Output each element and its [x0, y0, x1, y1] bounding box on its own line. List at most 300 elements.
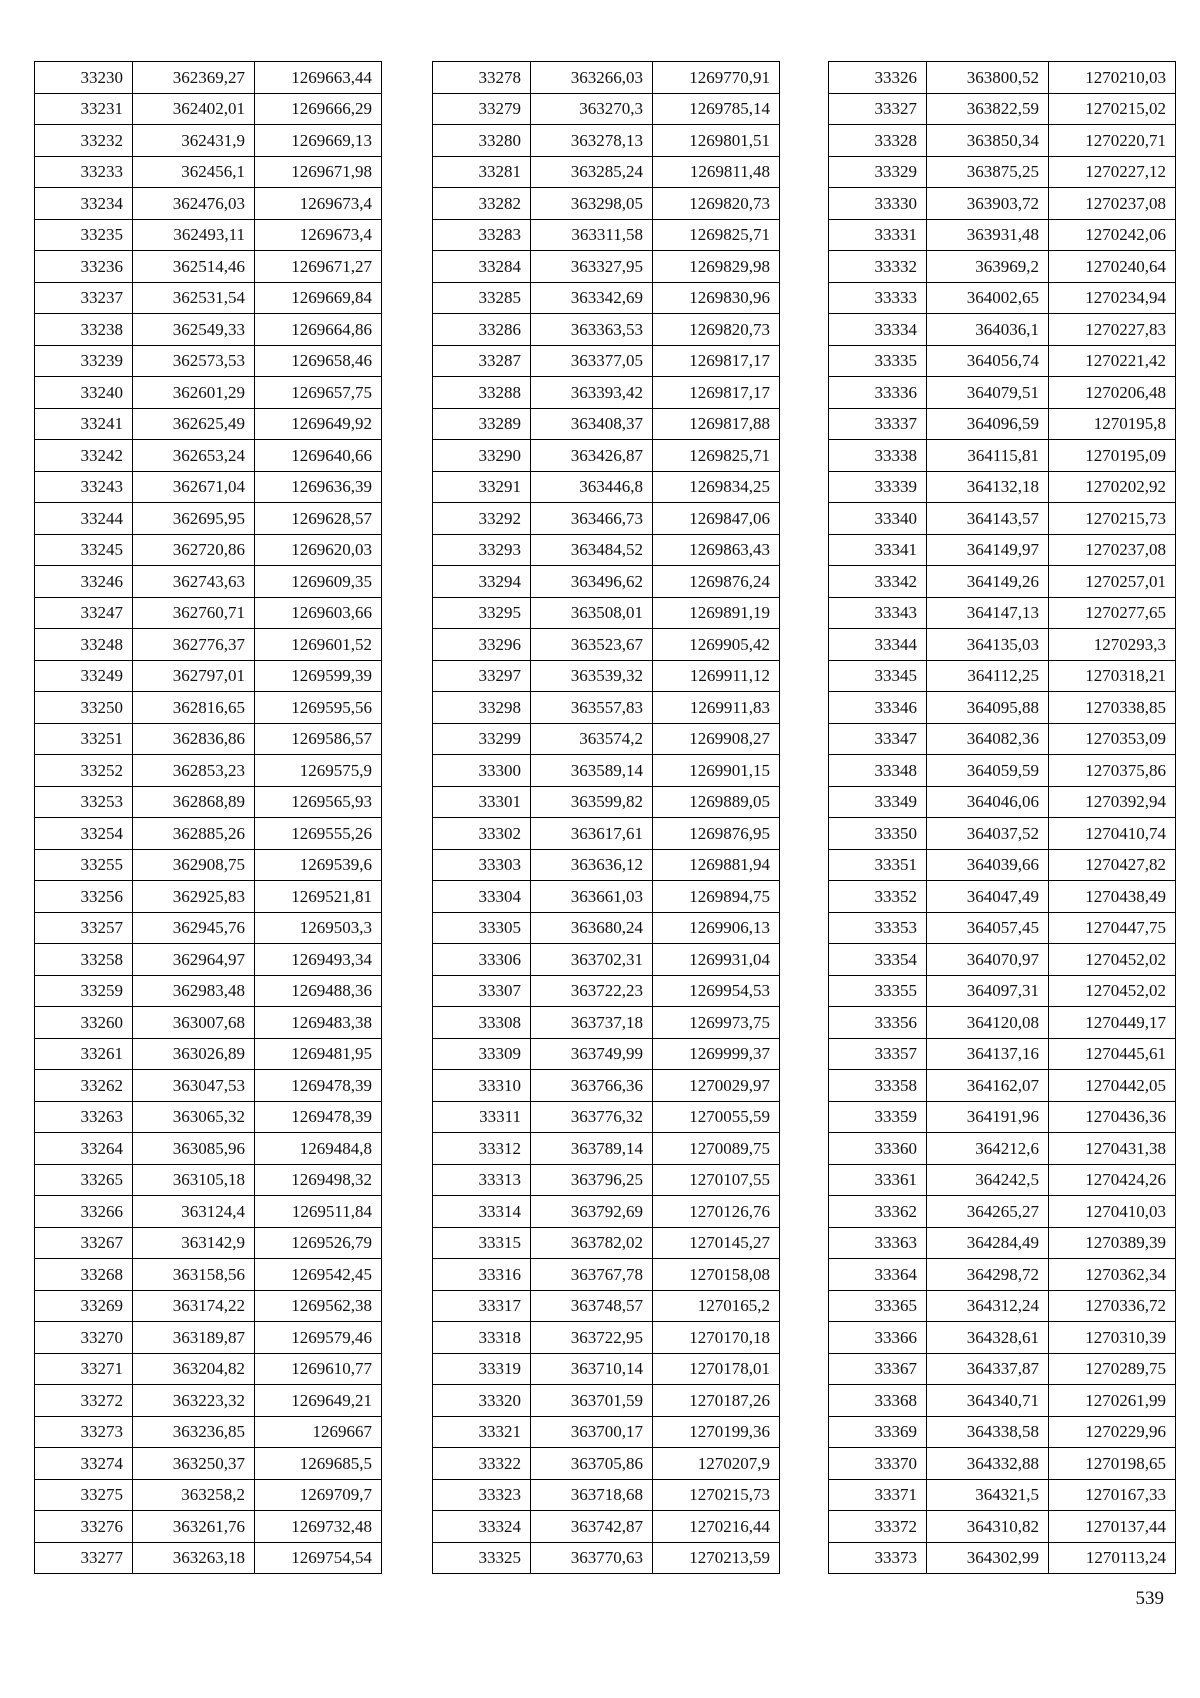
x-coordinate-cell: 363718,68	[531, 1479, 653, 1511]
x-coordinate-cell: 363700,17	[531, 1416, 653, 1448]
x-coordinate-cell: 363363,53	[531, 314, 653, 346]
y-coordinate-cell: 1270447,75	[1049, 912, 1176, 944]
point-id-cell: 33290	[433, 440, 531, 472]
table-row	[35, 912, 382, 944]
table-row	[433, 566, 780, 598]
y-coordinate-cell: 1269876,24	[653, 566, 780, 598]
table-row	[433, 660, 780, 692]
y-coordinate-cell: 1270158,08	[653, 1259, 780, 1291]
y-coordinate-cell: 1269483,38	[255, 1007, 382, 1039]
x-coordinate-cell: 364242,5	[927, 1164, 1049, 1196]
table-row	[35, 1101, 382, 1133]
table-row	[35, 408, 382, 440]
y-coordinate-cell: 1270362,34	[1049, 1259, 1176, 1291]
table-row	[35, 251, 382, 283]
table-row	[433, 1227, 780, 1259]
point-id-cell: 33262	[35, 1070, 133, 1102]
table-row	[433, 471, 780, 503]
x-coordinate-cell: 363508,01	[531, 597, 653, 629]
table-row	[35, 1164, 382, 1196]
table-row	[829, 345, 1176, 377]
y-coordinate-cell: 1269595,56	[255, 692, 382, 724]
y-coordinate-cell: 1269478,39	[255, 1070, 382, 1102]
point-id-cell: 33256	[35, 881, 133, 913]
point-id-cell: 33333	[829, 282, 927, 314]
table-row	[433, 1133, 780, 1165]
table-row	[35, 786, 382, 818]
x-coordinate-cell: 363931,48	[927, 219, 1049, 251]
x-coordinate-cell: 363408,37	[531, 408, 653, 440]
y-coordinate-cell: 1270145,27	[653, 1227, 780, 1259]
x-coordinate-cell: 363236,85	[133, 1416, 255, 1448]
y-coordinate-cell: 1269636,39	[255, 471, 382, 503]
y-coordinate-cell: 1269891,19	[653, 597, 780, 629]
point-id-cell: 33348	[829, 755, 927, 787]
table-row	[433, 251, 780, 283]
point-id-cell: 33253	[35, 786, 133, 818]
point-id-cell: 33357	[829, 1038, 927, 1070]
table-row	[433, 1511, 780, 1543]
point-id-cell: 33319	[433, 1353, 531, 1385]
x-coordinate-cell: 364046,06	[927, 786, 1049, 818]
table-row	[829, 156, 1176, 188]
table-row	[433, 408, 780, 440]
x-coordinate-cell: 364132,18	[927, 471, 1049, 503]
table-row	[829, 377, 1176, 409]
point-id-cell: 33240	[35, 377, 133, 409]
x-coordinate-cell: 362983,48	[133, 975, 255, 1007]
point-id-cell: 33260	[35, 1007, 133, 1039]
x-coordinate-cell: 364340,71	[927, 1385, 1049, 1417]
y-coordinate-cell: 1269973,75	[653, 1007, 780, 1039]
x-coordinate-cell: 363426,87	[531, 440, 653, 472]
table-row	[829, 786, 1176, 818]
y-coordinate-cell: 1270293,3	[1049, 629, 1176, 661]
table-row	[829, 1038, 1176, 1070]
y-coordinate-cell: 1270029,97	[653, 1070, 780, 1102]
y-coordinate-cell: 1269954,53	[653, 975, 780, 1007]
table-row	[35, 1385, 382, 1417]
table-row	[433, 849, 780, 881]
x-coordinate-cell: 364191,96	[927, 1101, 1049, 1133]
y-coordinate-cell: 1269894,75	[653, 881, 780, 913]
point-id-cell: 33238	[35, 314, 133, 346]
point-id-cell: 33369	[829, 1416, 927, 1448]
point-id-cell: 33277	[35, 1542, 133, 1574]
table-row	[433, 440, 780, 472]
y-coordinate-cell: 1269664,86	[255, 314, 382, 346]
point-id-cell: 33274	[35, 1448, 133, 1480]
point-id-cell: 33299	[433, 723, 531, 755]
table-row	[35, 1070, 382, 1102]
point-id-cell: 33241	[35, 408, 133, 440]
point-id-cell: 33276	[35, 1511, 133, 1543]
point-id-cell: 33247	[35, 597, 133, 629]
table-row	[35, 471, 382, 503]
point-id-cell: 33254	[35, 818, 133, 850]
x-coordinate-cell: 364328,61	[927, 1322, 1049, 1354]
y-coordinate-cell: 1269601,52	[255, 629, 382, 661]
point-id-cell: 33315	[433, 1227, 531, 1259]
coordinate-table-2	[432, 61, 780, 1574]
point-id-cell: 33248	[35, 629, 133, 661]
point-id-cell: 33366	[829, 1322, 927, 1354]
table-row	[829, 503, 1176, 535]
y-coordinate-cell: 1269640,66	[255, 440, 382, 472]
point-id-cell: 33279	[433, 93, 531, 125]
table-row	[829, 1007, 1176, 1039]
table-row	[35, 723, 382, 755]
table-row	[433, 377, 780, 409]
point-id-cell: 33317	[433, 1290, 531, 1322]
x-coordinate-cell: 362573,53	[133, 345, 255, 377]
table-row	[829, 975, 1176, 1007]
table-row	[829, 1259, 1176, 1291]
x-coordinate-cell: 363047,53	[133, 1070, 255, 1102]
x-coordinate-cell: 363261,76	[133, 1511, 255, 1543]
point-id-cell: 33235	[35, 219, 133, 251]
point-id-cell: 33231	[35, 93, 133, 125]
table-row	[433, 1416, 780, 1448]
table-row	[433, 1353, 780, 1385]
x-coordinate-cell: 364070,97	[927, 944, 1049, 976]
x-coordinate-cell: 362493,11	[133, 219, 255, 251]
table-row	[433, 1259, 780, 1291]
table-row	[433, 1448, 780, 1480]
x-coordinate-cell: 363124,4	[133, 1196, 255, 1228]
point-id-cell: 33246	[35, 566, 133, 598]
point-id-cell: 33312	[433, 1133, 531, 1165]
x-coordinate-cell: 364059,59	[927, 755, 1049, 787]
x-coordinate-cell: 364312,24	[927, 1290, 1049, 1322]
x-coordinate-cell: 364135,03	[927, 629, 1049, 661]
y-coordinate-cell: 1269801,51	[653, 125, 780, 157]
y-coordinate-cell: 1269586,57	[255, 723, 382, 755]
table-row	[35, 849, 382, 881]
y-coordinate-cell: 1269609,35	[255, 566, 382, 598]
y-coordinate-cell: 1270424,26	[1049, 1164, 1176, 1196]
x-coordinate-cell: 364120,08	[927, 1007, 1049, 1039]
y-coordinate-cell: 1270445,61	[1049, 1038, 1176, 1070]
y-coordinate-cell: 1269671,98	[255, 156, 382, 188]
y-coordinate-cell: 1270338,85	[1049, 692, 1176, 724]
point-id-cell: 33249	[35, 660, 133, 692]
point-id-cell: 33365	[829, 1290, 927, 1322]
table-row	[35, 1133, 382, 1165]
y-coordinate-cell: 1270215,02	[1049, 93, 1176, 125]
y-coordinate-cell: 1269498,32	[255, 1164, 382, 1196]
point-id-cell: 33356	[829, 1007, 927, 1039]
x-coordinate-cell: 363377,05	[531, 345, 653, 377]
y-coordinate-cell: 1270310,39	[1049, 1322, 1176, 1354]
point-id-cell: 33266	[35, 1196, 133, 1228]
table-row	[433, 125, 780, 157]
point-id-cell: 33351	[829, 849, 927, 881]
table-row	[829, 1133, 1176, 1165]
y-coordinate-cell: 1270438,49	[1049, 881, 1176, 913]
point-id-cell: 33304	[433, 881, 531, 913]
x-coordinate-cell: 362816,65	[133, 692, 255, 724]
point-id-cell: 33368	[829, 1385, 927, 1417]
point-id-cell: 33352	[829, 881, 927, 913]
x-coordinate-cell: 362549,33	[133, 314, 255, 346]
table-row	[35, 755, 382, 787]
point-id-cell: 33347	[829, 723, 927, 755]
y-coordinate-cell: 1269628,57	[255, 503, 382, 535]
point-id-cell: 33300	[433, 755, 531, 787]
y-coordinate-cell: 1270240,64	[1049, 251, 1176, 283]
point-id-cell: 33284	[433, 251, 531, 283]
point-id-cell: 33329	[829, 156, 927, 188]
x-coordinate-cell: 362625,49	[133, 408, 255, 440]
x-coordinate-cell: 362531,54	[133, 282, 255, 314]
y-coordinate-cell: 1270410,03	[1049, 1196, 1176, 1228]
x-coordinate-cell: 362908,75	[133, 849, 255, 881]
table-row	[829, 881, 1176, 913]
y-coordinate-cell: 1269481,95	[255, 1038, 382, 1070]
y-coordinate-cell: 1269669,13	[255, 125, 382, 157]
y-coordinate-cell: 1270427,82	[1049, 849, 1176, 881]
table-row	[433, 219, 780, 251]
point-id-cell: 33239	[35, 345, 133, 377]
x-coordinate-cell: 363342,69	[531, 282, 653, 314]
x-coordinate-cell: 363026,89	[133, 1038, 255, 1070]
point-id-cell: 33307	[433, 975, 531, 1007]
y-coordinate-cell: 1270206,48	[1049, 377, 1176, 409]
y-coordinate-cell: 1269905,42	[653, 629, 780, 661]
x-coordinate-cell: 362797,01	[133, 660, 255, 692]
point-id-cell: 33301	[433, 786, 531, 818]
point-id-cell: 33359	[829, 1101, 927, 1133]
point-id-cell: 33327	[829, 93, 927, 125]
point-id-cell: 33360	[829, 1133, 927, 1165]
y-coordinate-cell: 1270289,75	[1049, 1353, 1176, 1385]
table-row	[829, 314, 1176, 346]
point-id-cell: 33269	[35, 1290, 133, 1322]
y-coordinate-cell: 1269542,45	[255, 1259, 382, 1291]
table-row	[35, 93, 382, 125]
x-coordinate-cell: 364047,49	[927, 881, 1049, 913]
point-id-cell: 33344	[829, 629, 927, 661]
table-row	[433, 1542, 780, 1574]
y-coordinate-cell: 1269889,05	[653, 786, 780, 818]
x-coordinate-cell: 364212,6	[927, 1133, 1049, 1165]
y-coordinate-cell: 1270277,65	[1049, 597, 1176, 629]
x-coordinate-cell: 363969,2	[927, 251, 1049, 283]
x-coordinate-cell: 364337,87	[927, 1353, 1049, 1385]
table-row	[35, 219, 382, 251]
coordinate-table-3	[828, 61, 1176, 1574]
point-id-cell: 33275	[35, 1479, 133, 1511]
y-coordinate-cell: 1269820,73	[653, 314, 780, 346]
table-row	[829, 440, 1176, 472]
x-coordinate-cell: 364095,88	[927, 692, 1049, 724]
point-id-cell: 33288	[433, 377, 531, 409]
y-coordinate-cell: 1270318,21	[1049, 660, 1176, 692]
table-row	[829, 1101, 1176, 1133]
x-coordinate-cell: 363737,18	[531, 1007, 653, 1039]
table-row	[433, 597, 780, 629]
x-coordinate-cell: 363158,56	[133, 1259, 255, 1291]
point-id-cell: 33367	[829, 1353, 927, 1385]
point-id-cell: 33297	[433, 660, 531, 692]
point-id-cell: 33334	[829, 314, 927, 346]
point-id-cell: 33371	[829, 1479, 927, 1511]
x-coordinate-cell: 364057,45	[927, 912, 1049, 944]
point-id-cell: 33364	[829, 1259, 927, 1291]
y-coordinate-cell: 1269493,34	[255, 944, 382, 976]
x-coordinate-cell: 363722,95	[531, 1322, 653, 1354]
y-coordinate-cell: 1270137,44	[1049, 1511, 1176, 1543]
table-row	[829, 1227, 1176, 1259]
y-coordinate-cell: 1269908,27	[653, 723, 780, 755]
coordinate-table-1	[34, 61, 382, 1574]
x-coordinate-cell: 364115,81	[927, 440, 1049, 472]
table-row	[433, 1101, 780, 1133]
table-row	[433, 1038, 780, 1070]
table-row	[35, 1416, 382, 1448]
y-coordinate-cell: 1269817,17	[653, 345, 780, 377]
point-id-cell: 33362	[829, 1196, 927, 1228]
point-id-cell: 33372	[829, 1511, 927, 1543]
point-id-cell: 33251	[35, 723, 133, 755]
y-coordinate-cell: 1270227,83	[1049, 314, 1176, 346]
x-coordinate-cell: 363250,37	[133, 1448, 255, 1480]
y-coordinate-cell: 1269658,46	[255, 345, 382, 377]
table-row	[829, 188, 1176, 220]
x-coordinate-cell: 363702,31	[531, 944, 653, 976]
x-coordinate-cell: 363523,67	[531, 629, 653, 661]
y-coordinate-cell: 1269834,25	[653, 471, 780, 503]
table-row	[829, 597, 1176, 629]
x-coordinate-cell: 363466,73	[531, 503, 653, 535]
point-id-cell: 33335	[829, 345, 927, 377]
table-row	[829, 534, 1176, 566]
x-coordinate-cell: 363822,59	[927, 93, 1049, 125]
table-row	[35, 1227, 382, 1259]
table-row	[35, 1353, 382, 1385]
point-id-cell: 33271	[35, 1353, 133, 1385]
point-id-cell: 33303	[433, 849, 531, 881]
point-id-cell: 33302	[433, 818, 531, 850]
x-coordinate-cell: 362720,86	[133, 534, 255, 566]
x-coordinate-cell: 364036,1	[927, 314, 1049, 346]
x-coordinate-cell: 363285,24	[531, 156, 653, 188]
point-id-cell: 33326	[829, 62, 927, 94]
point-id-cell: 33259	[35, 975, 133, 1007]
x-coordinate-cell: 364265,27	[927, 1196, 1049, 1228]
y-coordinate-cell: 1269906,13	[653, 912, 780, 944]
y-coordinate-cell: 1270336,72	[1049, 1290, 1176, 1322]
x-coordinate-cell: 363661,03	[531, 881, 653, 913]
point-id-cell: 33280	[433, 125, 531, 157]
table-row	[433, 1479, 780, 1511]
y-coordinate-cell: 1270215,73	[1049, 503, 1176, 535]
x-coordinate-cell: 364321,5	[927, 1479, 1049, 1511]
y-coordinate-cell: 1270431,38	[1049, 1133, 1176, 1165]
x-coordinate-cell: 362743,63	[133, 566, 255, 598]
point-id-cell: 33337	[829, 408, 927, 440]
y-coordinate-cell: 1270215,73	[653, 1479, 780, 1511]
x-coordinate-cell: 362402,01	[133, 93, 255, 125]
table-row	[35, 1542, 382, 1574]
table-row	[35, 975, 382, 1007]
table-row	[433, 912, 780, 944]
y-coordinate-cell: 1269847,06	[653, 503, 780, 535]
y-coordinate-cell: 1269671,27	[255, 251, 382, 283]
x-coordinate-cell: 362695,95	[133, 503, 255, 535]
table-row	[829, 251, 1176, 283]
x-coordinate-cell: 363705,86	[531, 1448, 653, 1480]
point-id-cell: 33331	[829, 219, 927, 251]
table-row	[829, 1511, 1176, 1543]
table-row	[829, 566, 1176, 598]
y-coordinate-cell: 1269603,66	[255, 597, 382, 629]
table-row	[433, 1164, 780, 1196]
x-coordinate-cell: 363680,24	[531, 912, 653, 944]
y-coordinate-cell: 1270353,09	[1049, 723, 1176, 755]
point-id-cell: 33324	[433, 1511, 531, 1543]
x-coordinate-cell: 364096,59	[927, 408, 1049, 440]
y-coordinate-cell: 1270410,74	[1049, 818, 1176, 850]
y-coordinate-cell: 1269999,37	[653, 1038, 780, 1070]
table-row	[829, 944, 1176, 976]
table-row	[433, 692, 780, 724]
x-coordinate-cell: 362456,1	[133, 156, 255, 188]
y-coordinate-cell: 1270167,33	[1049, 1479, 1176, 1511]
point-id-cell: 33287	[433, 345, 531, 377]
x-coordinate-cell: 363446,8	[531, 471, 653, 503]
y-coordinate-cell: 1269820,73	[653, 188, 780, 220]
point-id-cell: 33311	[433, 1101, 531, 1133]
x-coordinate-cell: 363710,14	[531, 1353, 653, 1385]
point-id-cell: 33314	[433, 1196, 531, 1228]
x-coordinate-cell: 364082,36	[927, 723, 1049, 755]
point-id-cell: 33328	[829, 125, 927, 157]
table-row	[35, 1448, 382, 1480]
point-id-cell: 33310	[433, 1070, 531, 1102]
x-coordinate-cell: 364147,13	[927, 597, 1049, 629]
y-coordinate-cell: 1269649,21	[255, 1385, 382, 1417]
table-row	[829, 818, 1176, 850]
point-id-cell: 33285	[433, 282, 531, 314]
table-row	[35, 818, 382, 850]
point-id-cell: 33243	[35, 471, 133, 503]
point-id-cell: 33318	[433, 1322, 531, 1354]
x-coordinate-cell: 363298,05	[531, 188, 653, 220]
table-row	[433, 818, 780, 850]
table-row	[829, 692, 1176, 724]
point-id-cell: 33353	[829, 912, 927, 944]
point-id-cell: 33270	[35, 1322, 133, 1354]
point-id-cell: 33267	[35, 1227, 133, 1259]
y-coordinate-cell: 1270449,17	[1049, 1007, 1176, 1039]
point-id-cell: 33349	[829, 786, 927, 818]
table-row	[829, 471, 1176, 503]
y-coordinate-cell: 1270210,03	[1049, 62, 1176, 94]
point-id-cell: 33321	[433, 1416, 531, 1448]
table-row	[35, 345, 382, 377]
table-row	[433, 629, 780, 661]
table-row	[35, 660, 382, 692]
y-coordinate-cell: 1270089,75	[653, 1133, 780, 1165]
y-coordinate-cell: 1269785,14	[653, 93, 780, 125]
point-id-cell: 33244	[35, 503, 133, 535]
x-coordinate-cell: 363850,34	[927, 125, 1049, 157]
y-coordinate-cell: 1269817,17	[653, 377, 780, 409]
y-coordinate-cell: 1269829,98	[653, 251, 780, 283]
table-row	[433, 944, 780, 976]
